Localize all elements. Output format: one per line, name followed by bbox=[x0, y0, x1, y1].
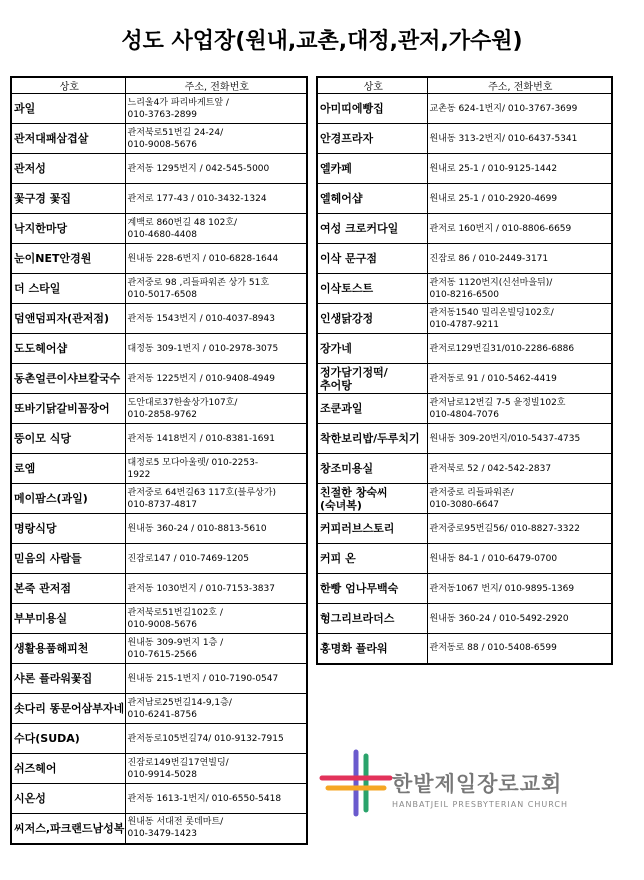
table-row bbox=[11, 184, 307, 214]
business-name: 수다(SUDA) bbox=[11, 724, 125, 754]
business-name: 착한보리밥/두루치기 bbox=[317, 424, 427, 454]
table-row bbox=[11, 364, 307, 394]
business-name: 홍명화 플라워 bbox=[317, 634, 427, 664]
business-name: 커피러브스토리 bbox=[317, 514, 427, 544]
business-address: 관저동로 91 / 010-5462-4419 bbox=[427, 364, 612, 394]
table-row bbox=[317, 604, 612, 634]
business-name: 친절한 창숙씨 (숙녀복) bbox=[317, 484, 427, 514]
business-address: 관저북로51번길102호 / 010-9008-5676 bbox=[125, 604, 307, 634]
business-name: 이삭 문구점 bbox=[317, 244, 427, 274]
table-row bbox=[11, 214, 307, 244]
business-name: 관저대패삼겹살 bbox=[11, 124, 125, 154]
table-row bbox=[317, 334, 612, 364]
business-address: 원내동 309-9번지 1층 / 010-7615-2566 bbox=[125, 634, 307, 664]
business-address: 관저동 1543번지 / 010-4037-8943 bbox=[125, 304, 307, 334]
table-row bbox=[317, 574, 612, 604]
business-address: 관저로129번길31/010-2286-6886 bbox=[427, 334, 612, 364]
business-name: 더 스타일 bbox=[11, 274, 125, 304]
business-address: 관저동 1418번지 / 010-8381-1691 bbox=[125, 424, 307, 454]
business-name: 로엠 bbox=[11, 454, 125, 484]
business-name: 정가담기정떡/ 추어탕 bbox=[317, 364, 427, 394]
table-row bbox=[317, 244, 612, 274]
table-row bbox=[317, 184, 612, 214]
table-row bbox=[11, 634, 307, 664]
business-name: 인생닭강정 bbox=[317, 304, 427, 334]
business-address: 관저동 1295번지 / 042-545-5000 bbox=[125, 154, 307, 184]
table-row bbox=[11, 694, 307, 724]
business-address: 관저중로95번길56/ 010-8827-3322 bbox=[427, 514, 612, 544]
business-address: 교촌동 624-1번지/ 010-3767-3699 bbox=[427, 94, 612, 124]
business-address: 대정동 309-1번지 / 010-2978-3075 bbox=[125, 334, 307, 364]
table-row bbox=[11, 514, 307, 544]
table-row bbox=[317, 94, 612, 124]
business-address: 대정로5 모다아울렛/ 010-2253- 1922 bbox=[125, 454, 307, 484]
table-row bbox=[11, 274, 307, 304]
business-name: 생활용품해피천 bbox=[11, 634, 125, 664]
business-address: 관저북로 52 / 042-542-2837 bbox=[427, 454, 612, 484]
table-row bbox=[317, 634, 612, 664]
business-address: 관저동로105번길74/ 010-9132-7915 bbox=[125, 724, 307, 754]
table-row bbox=[317, 544, 612, 574]
header-address: 주소, 전화번호 bbox=[427, 77, 612, 94]
table-row bbox=[11, 484, 307, 514]
business-address: 관저동 1225번지 / 010-9408-4949 bbox=[125, 364, 307, 394]
business-address: 원내동 228-6번지 / 010-6828-1644 bbox=[125, 244, 307, 274]
table-row bbox=[11, 754, 307, 784]
business-address: 관저동로 88 / 010-5408-6599 bbox=[427, 634, 612, 664]
business-address: 느리울4가 파리바게트앞 / 010-3763-2899 bbox=[125, 94, 307, 124]
table-row bbox=[11, 124, 307, 154]
business-name: 안경프라자 bbox=[317, 124, 427, 154]
table-row bbox=[317, 154, 612, 184]
table-row bbox=[317, 514, 612, 544]
table-row bbox=[317, 424, 612, 454]
table-row bbox=[11, 94, 307, 124]
business-address: 진잠로 86 / 010-2449-3171 bbox=[427, 244, 612, 274]
table-row bbox=[11, 814, 307, 844]
business-name: 시온성 bbox=[11, 784, 125, 814]
table-row bbox=[317, 124, 612, 154]
table-row bbox=[11, 724, 307, 754]
business-address: 관저북로51번길 24-24/ 010-9008-5676 bbox=[125, 124, 307, 154]
business-address: 원내로 25-1 / 010-2920-4699 bbox=[427, 184, 612, 214]
business-address: 관저로 160번지 / 010-8806-6659 bbox=[427, 214, 612, 244]
business-address: 관저동 1120번지(신선마을뒤)/ 010-8216-6500 bbox=[427, 274, 612, 304]
business-address: 관저동1540 밀리온빌딩102호/ 010-4787-9211 bbox=[427, 304, 612, 334]
table-row bbox=[11, 784, 307, 814]
business-name: 엘카페 bbox=[317, 154, 427, 184]
table-row bbox=[317, 484, 612, 514]
table-row bbox=[11, 334, 307, 364]
business-name: 관저성 bbox=[11, 154, 125, 184]
table-row bbox=[317, 214, 612, 244]
business-address: 원내동 313-2번지/ 010-6437-5341 bbox=[427, 124, 612, 154]
table-row bbox=[11, 394, 307, 424]
table-row bbox=[317, 364, 612, 394]
business-name: 솟다리 똥문어삼부자네 bbox=[11, 694, 125, 724]
business-address: 관저남로12번길 7-5 윤정빌102호 010-4804-7076 bbox=[427, 394, 612, 424]
table-row bbox=[317, 304, 612, 334]
business-address: 관저동1067 번지/ 010-9895-1369 bbox=[427, 574, 612, 604]
page-title: 성도 사업장(원내,교촌,대정,관저,가수원) bbox=[121, 29, 523, 54]
business-name: 믿음의 사람들 bbox=[11, 544, 125, 574]
business-name: 조쿤과일 bbox=[317, 394, 427, 424]
business-name: 또바기닭갈비꼼장어 bbox=[11, 394, 125, 424]
table-row bbox=[317, 454, 612, 484]
business-address: 관저중로 리들파워존/ 010-3080-6647 bbox=[427, 484, 612, 514]
business-table-left bbox=[10, 76, 308, 845]
business-name: 꽃구경 꽃집 bbox=[11, 184, 125, 214]
business-name: 뚱이모 식당 bbox=[11, 424, 125, 454]
business-name: 눈이NET안경원 bbox=[11, 244, 125, 274]
business-address: 관저중로 64번길63 117호(블루상가) 010-8737-4817 bbox=[125, 484, 307, 514]
business-name: 창조미용실 bbox=[317, 454, 427, 484]
table-row bbox=[317, 274, 612, 304]
table-row bbox=[11, 604, 307, 634]
business-address: 관저중로 98 ,리들파워존 상가 51호 010-5017-6508 bbox=[125, 274, 307, 304]
header-name: 상호 bbox=[317, 77, 427, 94]
business-name: 샤론 플라워꽃집 bbox=[11, 664, 125, 694]
table-row bbox=[11, 664, 307, 694]
business-name: 여성 크로커다일 bbox=[317, 214, 427, 244]
business-name: 명랑식당 bbox=[11, 514, 125, 544]
business-name: 도도헤어샵 bbox=[11, 334, 125, 364]
business-address: 원내동 84-1 / 010-6479-0700 bbox=[427, 544, 612, 574]
business-table-right bbox=[316, 76, 613, 665]
business-name: 본죽 관저점 bbox=[11, 574, 125, 604]
business-name: 한빵 엄나무백숙 bbox=[317, 574, 427, 604]
business-name: 헝그리브라더스 bbox=[317, 604, 427, 634]
business-address: 도안대로37한솔상가107호/ 010-2858-9762 bbox=[125, 394, 307, 424]
table-row bbox=[11, 574, 307, 604]
business-name: 엘헤어샵 bbox=[317, 184, 427, 214]
business-address: 원내로 25-1 / 010-9125-1442 bbox=[427, 154, 612, 184]
business-name: 장가네 bbox=[317, 334, 427, 364]
business-address: 계백로 860번길 48 102호/ 010-4680-4408 bbox=[125, 214, 307, 244]
business-address: 진잠로149번길17연빌딩/ 010-9914-5028 bbox=[125, 754, 307, 784]
business-address: 원내동 215-1번지 / 010-7190-0547 bbox=[125, 664, 307, 694]
business-address: 원내동 360-24 / 010-8813-5610 bbox=[125, 514, 307, 544]
table-row bbox=[11, 304, 307, 334]
business-name: 커피 온 bbox=[317, 544, 427, 574]
business-address: 진잠로147 / 010-7469-1205 bbox=[125, 544, 307, 574]
business-name: 동촌얼큰이샤브칼국수 bbox=[11, 364, 125, 394]
table-row bbox=[11, 244, 307, 274]
business-address: 관저남로25번길14-9,1층/ 010-6241-8756 bbox=[125, 694, 307, 724]
business-address: 관저로 177-43 / 010-3432-1324 bbox=[125, 184, 307, 214]
table-row bbox=[11, 544, 307, 574]
business-address: 원내동 360-24 / 010-5492-2920 bbox=[427, 604, 612, 634]
business-address: 원내동 309-20번지/010-5437-4735 bbox=[427, 424, 612, 454]
header-address: 주소, 전화번호 bbox=[125, 77, 307, 94]
table-row bbox=[317, 394, 612, 424]
business-address: 관저동 1613-1번지/ 010-6550-5418 bbox=[125, 784, 307, 814]
business-name: 이삭토스트 bbox=[317, 274, 427, 304]
header-name: 상호 bbox=[11, 77, 125, 94]
table-row bbox=[11, 154, 307, 184]
business-name: 과일 bbox=[11, 94, 125, 124]
business-name: 아미띠에빵집 bbox=[317, 94, 427, 124]
business-name: 부부미용실 bbox=[11, 604, 125, 634]
business-address: 원내동 서대전 롯데마트/ 010-3479-1423 bbox=[125, 814, 307, 844]
business-name: 쉬즈헤어 bbox=[11, 754, 125, 784]
church-name: 한밭제일장로교회 bbox=[392, 772, 563, 796]
church-name-english: HANBATJEIL PRESBYTERIAN CHURCH bbox=[392, 800, 569, 809]
business-name: 씨저스,파크랜드남성복 bbox=[11, 814, 125, 844]
table-row bbox=[11, 454, 307, 484]
table-row bbox=[11, 424, 307, 454]
business-address: 관저동 1030번지 / 010-7153-3837 bbox=[125, 574, 307, 604]
business-name: 낙지한마당 bbox=[11, 214, 125, 244]
business-name: 메이팜스(과일) bbox=[11, 484, 125, 514]
business-name: 덤앤덤피자(관저점) bbox=[11, 304, 125, 334]
